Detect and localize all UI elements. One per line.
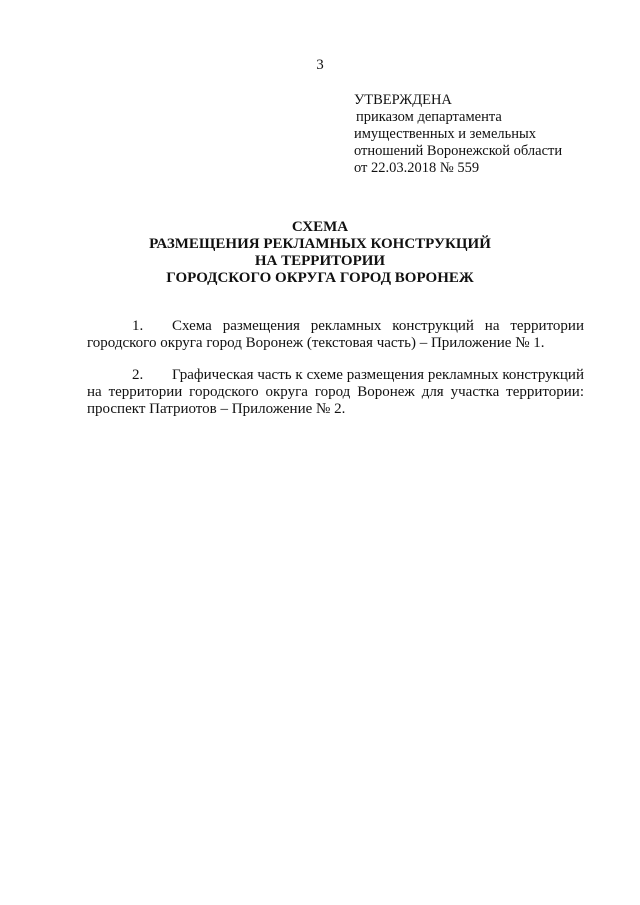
item-text: Схема размещения рекламных конструкций на территории городского округа город Воронеж (текстовая часть) – Приложение № 1. <box>87 318 584 351</box>
item-text: Графическая часть к схеме размещения рекламных конструкций на территории городского округа город Воронеж для участка территории: проспект Патриотов – Приложение № 2. <box>87 367 584 417</box>
list-item <box>87 367 584 418</box>
approval-line: имущественных и земельных <box>354 126 537 142</box>
title-line: РАЗМЕЩЕНИЯ РЕКЛАМНЫХ КОНСТРУКЦИЙ <box>149 236 491 252</box>
approval-date-number: от 22.03.2018 № 559 <box>354 160 480 176</box>
approval-line: приказом департамента <box>356 109 502 125</box>
items-list <box>87 318 584 433</box>
item-number: 2. <box>132 367 144 383</box>
title-line: СХЕМА <box>291 219 349 235</box>
approval-heading: УТВЕРЖДЕНА <box>354 92 452 108</box>
item-number: 1. <box>132 318 144 334</box>
title-line: НА ТЕРРИТОРИИ <box>254 253 386 269</box>
approval-line: отношений Воронежской области <box>354 143 563 159</box>
document-title <box>0 219 640 287</box>
list-item <box>87 318 584 352</box>
title-line: ГОРОДСКОГО ОКРУГА ГОРОД ВОРОНЕЖ <box>166 270 474 286</box>
page-number: 3 <box>316 57 324 73</box>
approval-block <box>354 92 562 177</box>
